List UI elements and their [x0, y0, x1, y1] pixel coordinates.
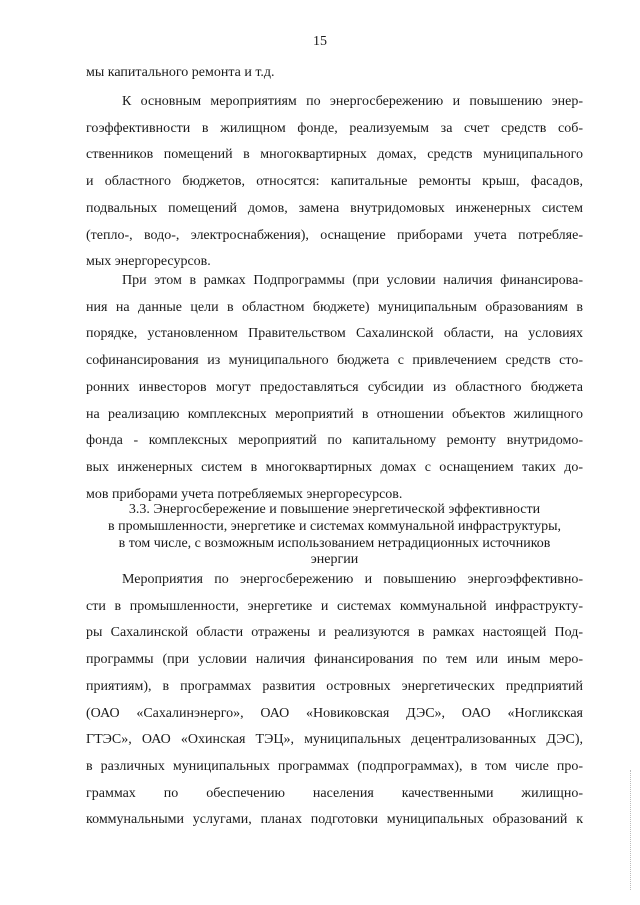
text-line: и областного бюджетов, относятся: капитальные ремонты крыш, фасадов,: [86, 174, 583, 190]
text-line: порядке, установленном Правительством Сахалинской области, на условиях: [86, 326, 583, 342]
text-line: (тепло-, водо-, электроснабжения), оснащение приборами учета потребляе-: [86, 227, 583, 243]
page-number: 15: [313, 34, 327, 49]
paragraph-industry-energy: [86, 567, 583, 834]
text-line: софинансирования из муниципального бюджета с привлечением средств сто-: [86, 353, 583, 369]
text-line: мов приборами учета потребляемых энергоресурсов.: [86, 486, 403, 502]
heading-line: в промышленности, энергетике и системах коммунальной инфраструктуры,: [108, 518, 561, 534]
text-line: приятиям), в программах развития островных энергетических предприятий: [86, 678, 583, 694]
text-line: ГТЭС», ОАО «Охинская ТЭЦ», муниципальных децентрализованных ДЭС),: [86, 732, 583, 748]
text-line: При этом в рамках Подпрограммы (при условии наличия финансирова-: [122, 273, 583, 288]
paragraph-continuation: [86, 60, 583, 87]
text-line: ственников помещений в многоквартирных домах, средств муниципального: [86, 147, 583, 163]
text-line: мы капитального ремонта и т.д.: [86, 65, 275, 80]
heading-line: 3.3. Энергосбережение и повышение энергетической эффективности: [128, 502, 541, 517]
text-line: вых инженерных систем в многоквартирных домах с оснащением таких до-: [86, 459, 583, 475]
text-line: в различных муниципальных программах (подпрограммах), в том числе про-: [86, 758, 583, 774]
heading-line: в том числе, с возможным использованием нетрадиционных источников: [118, 535, 551, 551]
text-line: подвальных помещений домов, замена внутридомовых инженерных систем: [86, 200, 583, 216]
text-line: на реализацию комплексных мероприятий в отношении объектов жилищного: [86, 406, 583, 422]
heading-line: энергии: [310, 552, 359, 568]
paragraph-subsidies: [86, 268, 583, 508]
text-line: К основным мероприятиям по энергосбережению и повышению энер-: [122, 94, 583, 109]
text-line: коммунальными услугами, планах подготовки муниципальных образований к: [86, 812, 583, 828]
paragraph-housing-measures: [86, 89, 583, 276]
text-line: гоэффективности в жилищном фонде, реализуемым за счет средств соб-: [86, 120, 583, 136]
text-line: мых энергоресурсов.: [86, 254, 211, 270]
text-line: граммах по обеспечению населения качественными жилищно-: [86, 785, 583, 801]
text-line: ния на данные цели в областном бюджете) муниципальным образованиям в: [86, 299, 583, 315]
text-line: (ОАО «Сахалинэнерго», ОАО «Новиковская ДЭС», ОАО «Ногликская: [86, 705, 583, 721]
text-line: фонда - комплексных мероприятий по капитальному ремонту внутридомо-: [86, 433, 583, 449]
text-line: сти в промышленности, энергетике и системах коммунальной инфраструкту-: [86, 598, 583, 614]
text-line: ры Сахалинской области отражены и реализуются в рамках настоящей Под-: [86, 625, 583, 641]
text-line: ронних инвесторов могут предоставляться субсидии из областного бюджета: [86, 379, 583, 395]
text-line: Мероприятия по энергосбережению и повышению энергоэффективно-: [122, 572, 583, 587]
text-line: программы (при условии наличия финансирования по тем или иным меро-: [86, 652, 583, 668]
section-heading: [86, 502, 583, 569]
scan-artifact: [630, 770, 634, 890]
